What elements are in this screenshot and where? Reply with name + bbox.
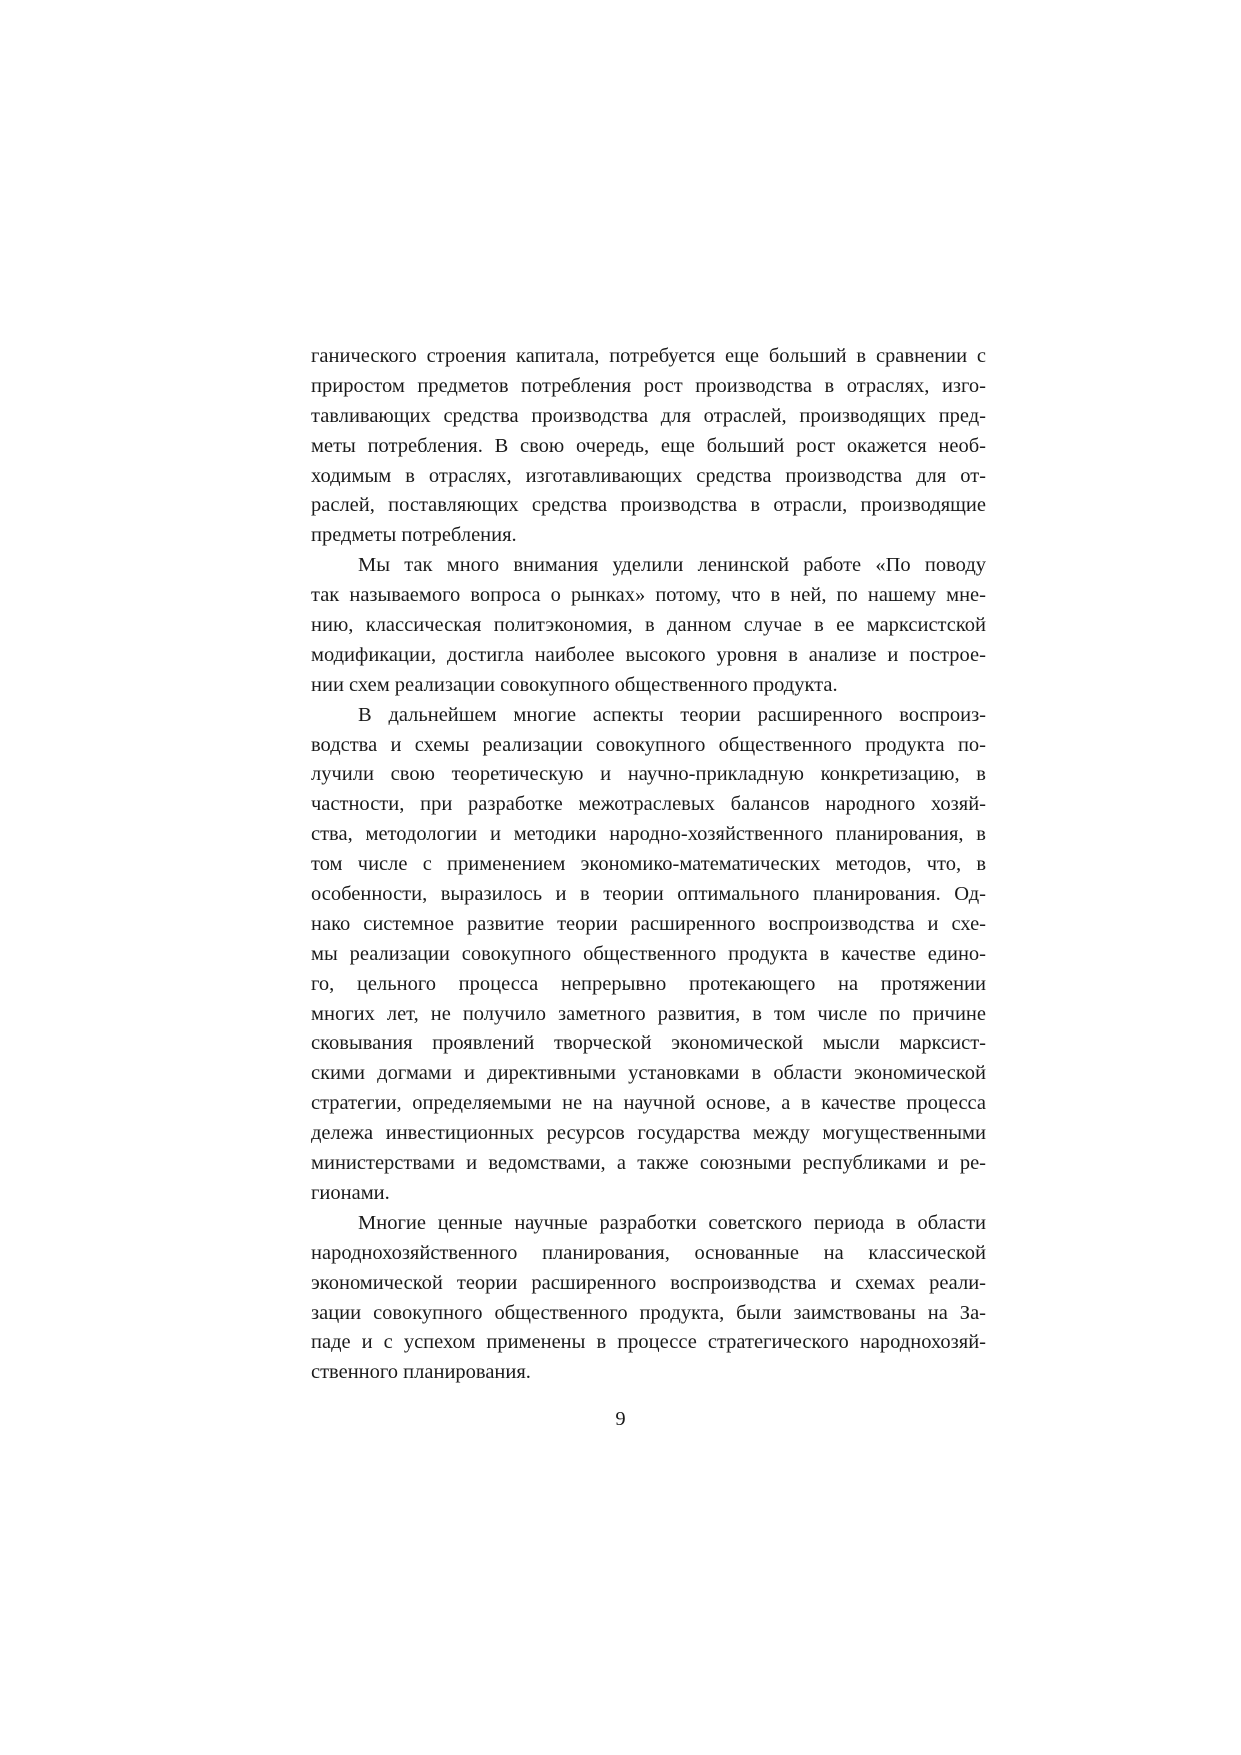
text-line: меты потребления. В свою очередь, еще больший рост окажется необ- <box>311 434 986 457</box>
text-line: водства и схемы реализации совокупного общественного продукта по- <box>311 733 986 756</box>
text-line: го, цельного процесса непрерывно протекающего на протяжении <box>311 972 986 995</box>
text-line: скими догмами и директивными установками в области экономической <box>311 1062 986 1085</box>
text-line: ства, методологии и методики народно-хозяйственного планирования, в <box>311 823 986 846</box>
text-line: В дальнейшем многие аспекты теории расширенного воспроиз- <box>358 703 986 726</box>
text-line: Мы так много внимания уделили ленинской работе «По поводу <box>358 554 986 577</box>
text-line: экономической теории расширенного воспроизводства и схемах реали- <box>311 1271 986 1294</box>
text-line: тавливающих средства производства для отраслей, производящих пред- <box>311 404 986 427</box>
text-line: приростом предметов потребления рост производства в отраслях, изго- <box>311 374 986 397</box>
text-line: ходимым в отраслях, изготавливающих средства производства для от- <box>311 464 986 487</box>
body-text <box>311 342 986 1388</box>
text-line: многих лет, не получило заметного развития, в том числе по причине <box>311 1002 986 1025</box>
text-line: гионами. <box>311 1181 390 1204</box>
text-line: нию, классическая политэкономия, в данном случае в ее марксистской <box>311 614 986 637</box>
text-line: нако системное развитие теории расширенного воспроизводства и схе- <box>311 912 986 935</box>
page-number: 9 <box>615 1408 626 1430</box>
text-line: нии схем реализации совокупного общественного продукта. <box>311 673 838 696</box>
text-line: модификации, достигла наиболее высокого уровня в анализе и построе- <box>311 643 986 666</box>
text-line: предметы потребления. <box>311 524 517 547</box>
text-line: народнохозяйственного планирования, основанные на классической <box>311 1241 986 1264</box>
paragraph <box>311 1209 986 1388</box>
text-line: раслей, поставляющих средства производства в отрасли, производящие <box>311 494 986 517</box>
text-line: дележа инвестиционных ресурсов государства между могущественными <box>311 1122 986 1145</box>
text-line: ственного планирования. <box>311 1361 531 1384</box>
text-line: так называемого вопроса о рынках» потому, что в ней, по нашему мне- <box>311 584 986 607</box>
text-line: Многие ценные научные разработки советского периода в области <box>358 1211 986 1234</box>
text-line: частности, при разработке межотраслевых балансов народного хозяй- <box>311 793 986 816</box>
text-line: мы реализации совокупного общественного продукта в качестве едино- <box>311 942 986 965</box>
text-line: сковывания проявлений творческой экономической мысли марксист- <box>311 1032 986 1055</box>
paragraph <box>311 551 986 700</box>
text-line: том числе с применением экономико-математических методов, что, в <box>311 853 986 876</box>
text-line: зации совокупного общественного продукта, были заимствованы на За- <box>311 1301 986 1324</box>
text-line: стратегии, определяемыми не на научной основе, а в качестве процесса <box>311 1092 986 1115</box>
paragraph <box>311 342 986 551</box>
text-line: паде и с успехом применены в процессе стратегического народнохозяй- <box>311 1331 986 1354</box>
text-line: лучили свою теоретическую и научно-прикладную конкретизацию, в <box>311 763 986 786</box>
text-line: особенности, выразилось и в теории оптимального планирования. Од- <box>311 883 986 906</box>
text-line: ганического строения капитала, потребуется еще больший в сравнении с <box>311 345 986 367</box>
paragraph <box>311 701 986 1209</box>
text-line: министерствами и ведомствами, а также союзными республиками и ре- <box>311 1152 986 1175</box>
